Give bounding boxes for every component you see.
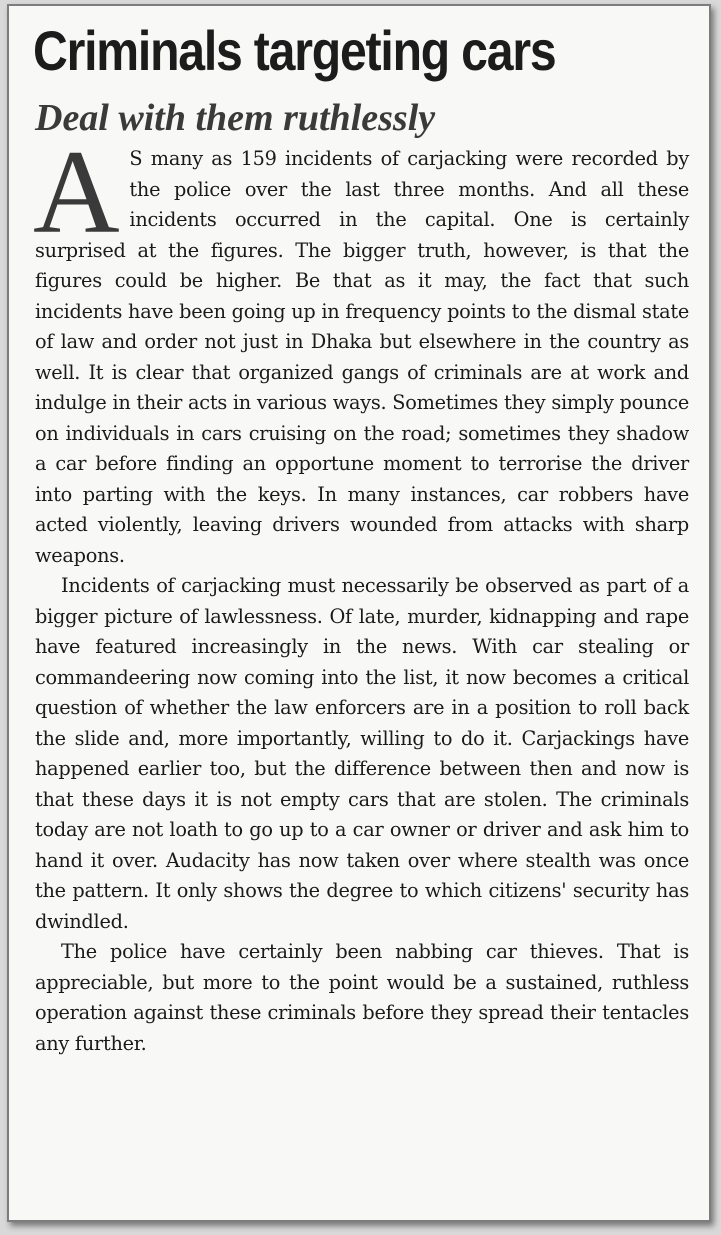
newspaper-clipping (7, 4, 711, 1222)
subheadline: Deal with them ruthlessly (35, 97, 436, 139)
paragraph-2: Incidents of carjacking must necessarily be observed as part of a bigger picture of lawlessness. Of late, murder, kidnapping and rape have featured increasingly in the news. With car stealing or commandeering now coming into the list, it now becomes a critical question of whether the law enforcers are in a position to roll back the slide and, more importantly, willing to do it. Carjackings have happened earlier too, but the difference between then and now is that these days it is not empty cars that are stolen. The criminals today are not loath to go up to a car owner or driver and ask him to hand it over. Audacity has now taken over where stealth was once the pattern. It only shows the degree to which citizens' security has dwindled. (35, 574, 689, 933)
paragraph-1-text: S many as 159 incidents of carjacking were recorded by the police over the last three months. And all these incidents occurred in the capital. One is certainly surprised at the figures. The bigger truth, however, is that the figures could be higher. Be that as it may, the fact that such incidents have been going up in frequency points to the dismal state of law and order not just in Dhaka but elsewhere in the country as well. It is clear that organized gangs of criminals are at work and indulge in their acts in various ways. Sometimes they simply pounce on individuals in cars cruising on the road; sometimes they shadow a car before finding an opportune moment to terrorise the driver into parting with the keys. In many instances, car robbers have acted violently, leaving drivers wounded from attacks with sharp weapons. (35, 147, 689, 567)
paragraph-1 (33, 125, 689, 571)
headline: Criminals targeting cars (33, 19, 556, 82)
paragraph-3: The police have certainly been nabbing car thieves. That is appreciable, but more to the point would be a sustained, ruthless operation against these criminals before they spread their tentacles any further. (35, 940, 689, 1055)
article-body (33, 125, 689, 1059)
drop-cap: A (33, 125, 120, 258)
